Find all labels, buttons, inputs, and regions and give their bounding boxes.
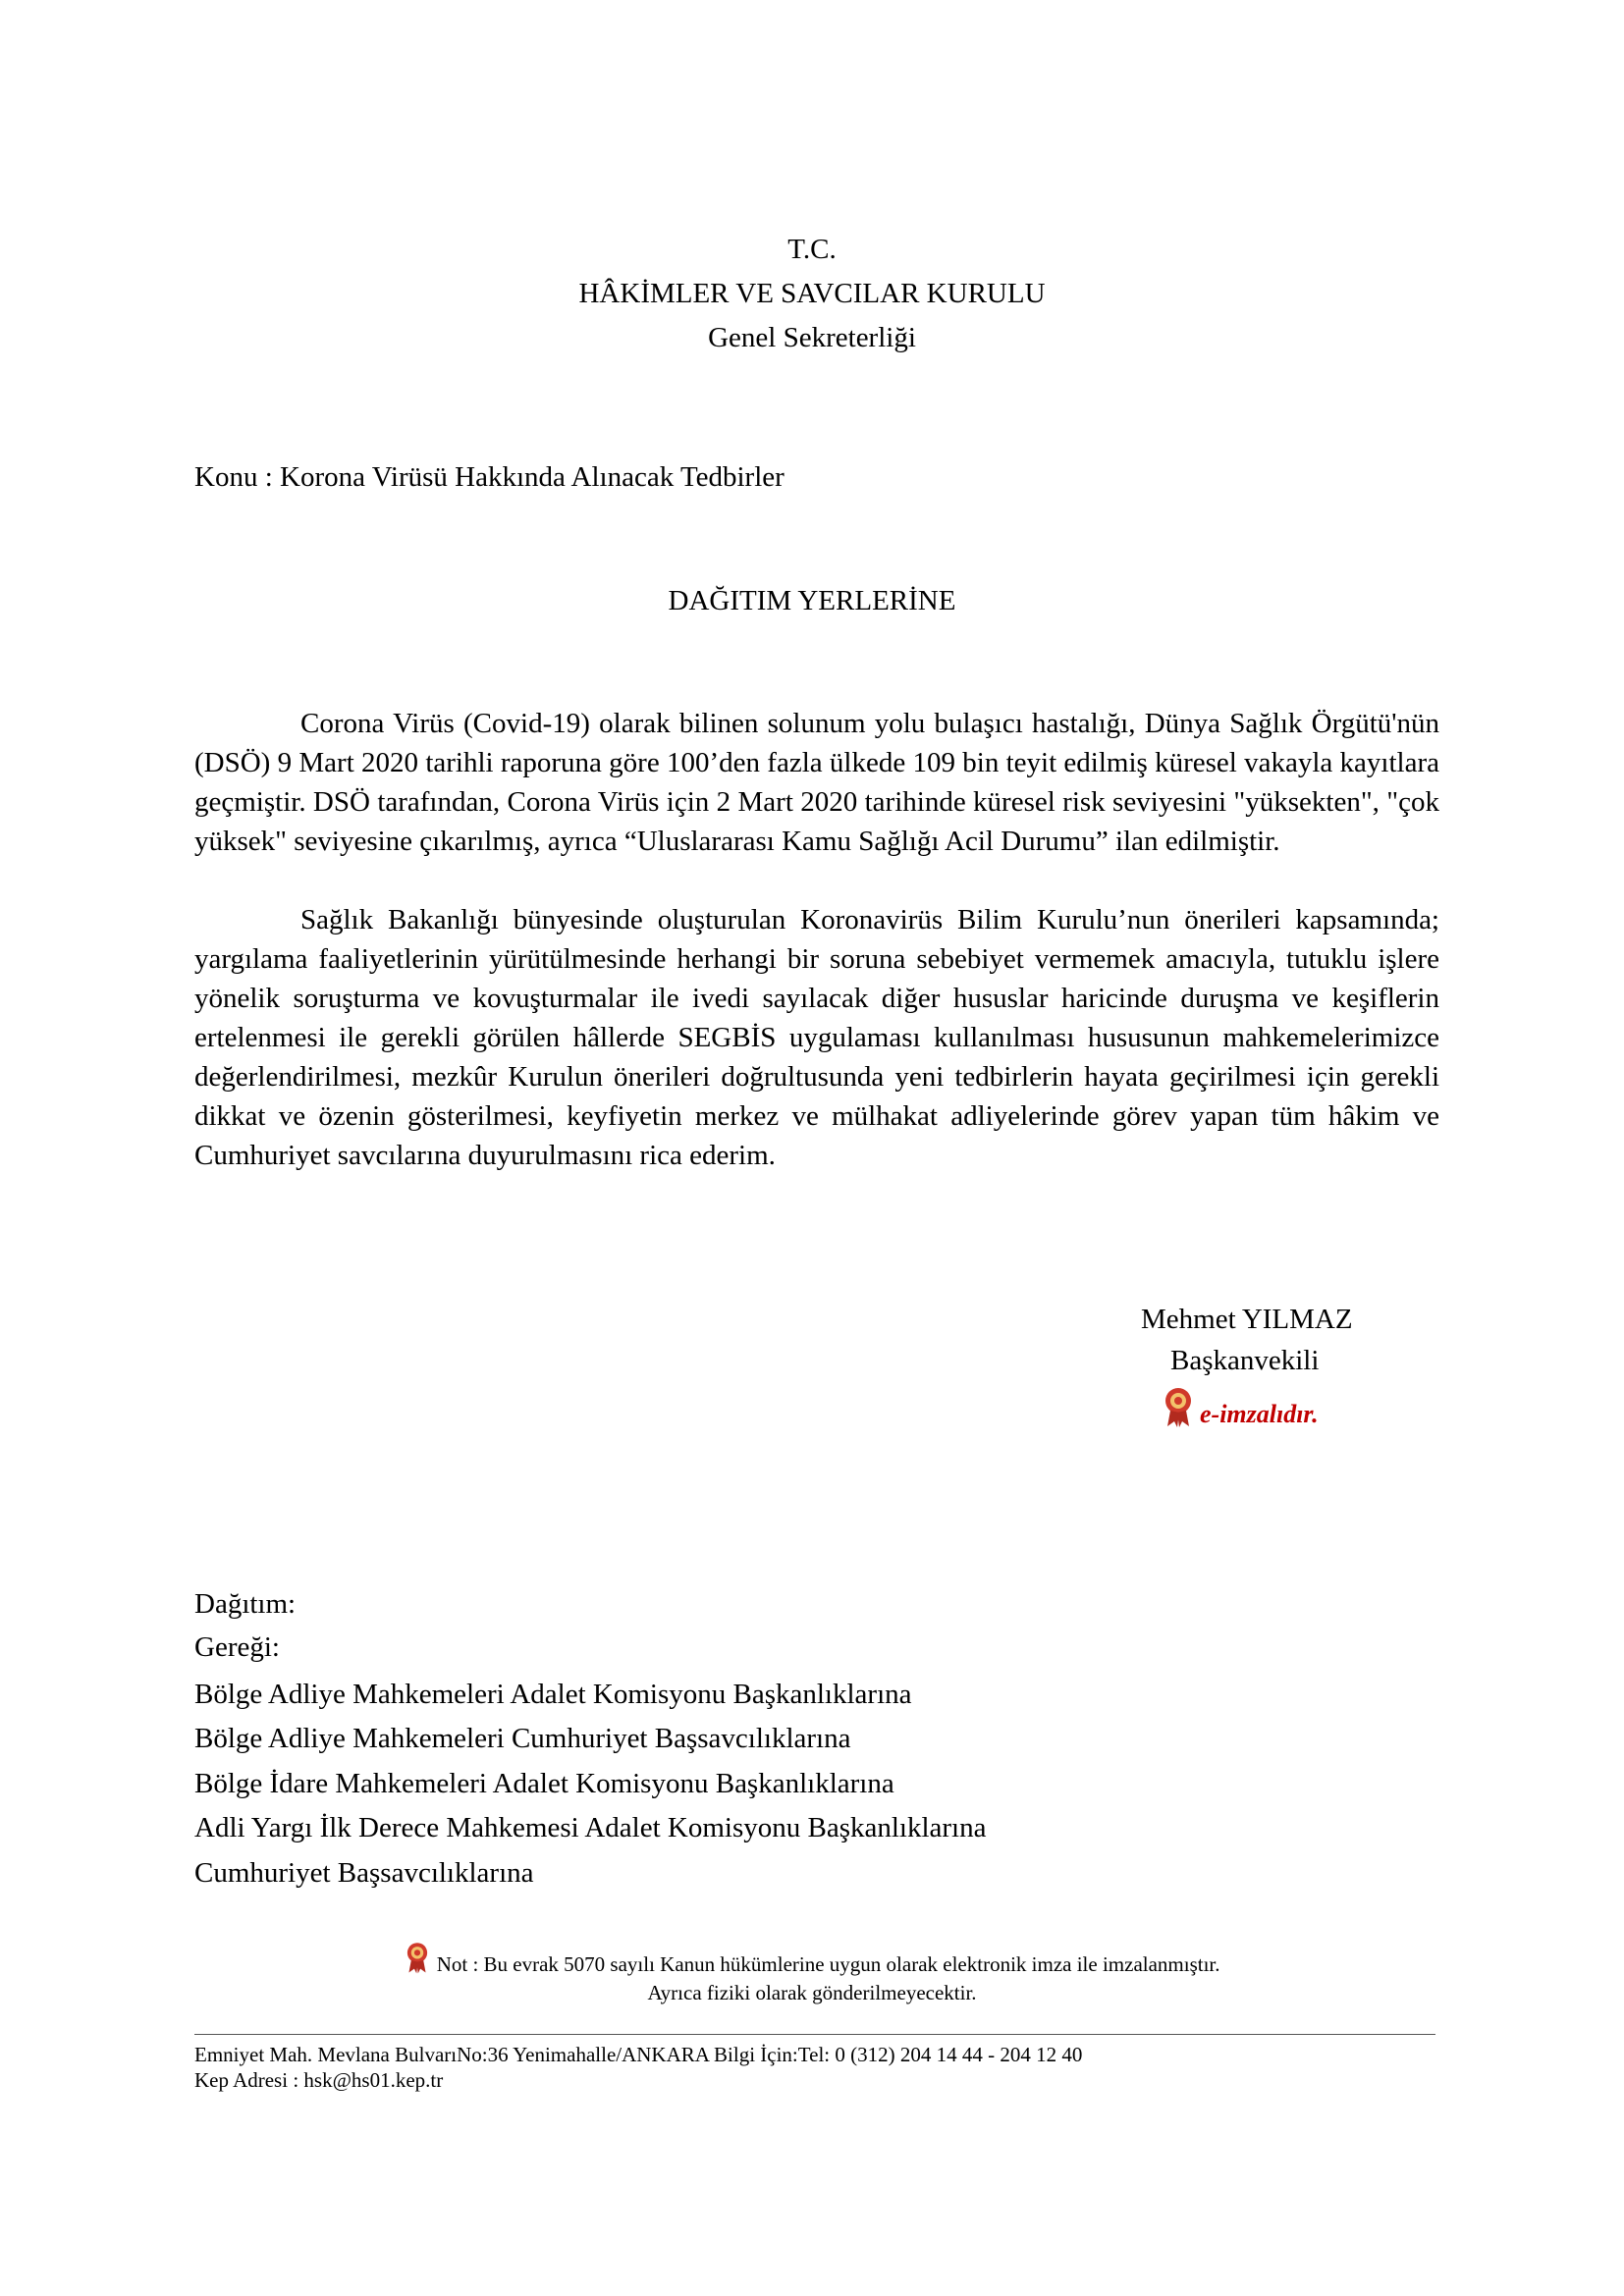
distribution-item: Bölge İdare Mahkemeleri Adalet Komisyonu Başkanlıklarına — [194, 1768, 894, 1799]
letterhead — [0, 228, 1624, 360]
distribution-item: Cumhuriyet Başsavcılıklarına — [194, 1857, 534, 1889]
body-paragraph-2-text: Sağlık Bakanlığı bünyesinde oluşturulan Koronavirüs Bilim Kurulu’nun önerileri kapsamında; yargılama faaliyetlerinin yürütülmesinde herhangi bir soruna sebebiyet vermemek amacıyla, tutuklu işlere yönelik soruşturma ve kovuşturmalar ile ivedi sayılacak diğer hususlar haricinde duruşma ve keşiflerin ertelenmesi ile gerekli görülen hâllerde SEGBİS uygulaması kullanılması hususunun mahkemelerimizce değerlendirilmesi, mezkûr Kurulun önerileri doğrultusunda yeni tedbirlerin hayata geçirilmesi için gerekli dikkat ve özenin gösterilmesi, keyfiyetin merkez ve mülhakat adliyelerinde görev yapan tüm hâkim ve Cumhuriyet savcılarına duyurulmasını rica ederim. — [194, 904, 1439, 1171]
addressee-heading: DAĞITIM YERLERİNE — [668, 585, 956, 616]
footer-divider — [194, 2034, 1435, 2035]
header-line-department: Genel Sekreterliği — [708, 322, 916, 353]
esign-note — [0, 1940, 1624, 2007]
esign-note-line-1: Not : Bu evrak 5070 sayılı Kanun hükümlerine uygun olarak elektronik imza ile imzalanmıştır. — [436, 1952, 1220, 1976]
esign-label: e-imzalıdır. — [1200, 1400, 1319, 1428]
signer-name: Mehmet YILMAZ — [1141, 1304, 1353, 1335]
header-line-institution: HÂKİMLER VE SAVCILAR KURULU — [578, 278, 1046, 309]
esign-stamp — [1161, 1382, 1319, 1431]
signer-title: Başkanvekili — [1170, 1345, 1320, 1376]
body-paragraph-1-text: Corona Virüs (Covid-19) olarak bilinen solunum yolu bulaşıcı hastalığı, Dünya Sağlık Örgütü'nün (DSÖ) 9 Mart 2020 tarihli raporuna göre 100’den fazla ülkede 109 bin teyit edilmiş küresel vakayla kayıtlara geçmiştir. DSÖ tarafından, Corona Virüs için 2 Mart 2020 tarihinde küresel risk seviyesini "yüksekten", "çok yüksek" seviyesine çıkarılmış, ayrıca “Uluslararası Kamu Sağlığı Acil Durumu” ilan edilmiştir. — [194, 708, 1439, 857]
seal-icon — [404, 1940, 431, 1975]
subject-line: Konu : Korona Virüsü Hakkında Alınacak Tedbirler — [194, 461, 785, 493]
distribution-item: Bölge Adliye Mahkemeleri Adalet Komisyonu Başkanlıklarına — [194, 1679, 912, 1710]
distribution-heading: Dağıtım: — [194, 1588, 297, 1620]
footer-address: Emniyet Mah. Mevlana BulvarıNo:36 Yenimahalle/ANKARA Bilgi İçin:Tel: 0 (312) 204 14 44 - 204 12 40 — [194, 2043, 1083, 2066]
seal-icon — [1161, 1385, 1196, 1428]
body-paragraph-1 — [194, 704, 1439, 861]
footer-kep-address: Kep Adresi : hsk@hs01.kep.tr — [194, 2068, 444, 2092]
body-paragraph-2 — [194, 900, 1439, 1175]
header-line-tc: T.C. — [787, 234, 837, 265]
esign-note-line-2: Ayrıca fiziki olarak gönderilmeyecektir. — [647, 1981, 977, 2004]
distribution-item: Bölge Adliye Mahkemeleri Cumhuriyet Başsavcılıklarına — [194, 1723, 851, 1754]
distribution-subheading: Gereği: — [194, 1631, 280, 1663]
distribution-item: Adli Yargı İlk Derece Mahkemesi Adalet Komisyonu Başkanlıklarına — [194, 1812, 987, 1843]
